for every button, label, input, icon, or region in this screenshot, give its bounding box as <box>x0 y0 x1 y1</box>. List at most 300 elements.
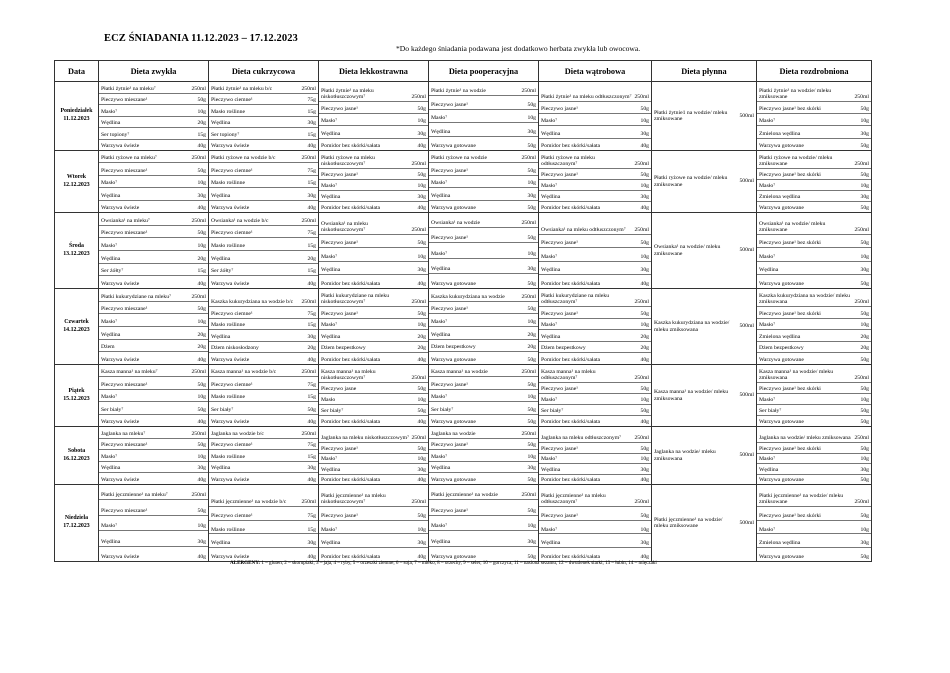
menu-item <box>209 238 318 251</box>
menu-item-name: Masło⁷ <box>759 322 776 329</box>
menu-item-quantity: 250ml <box>854 435 869 442</box>
menu-item-quantity: 30g <box>860 267 869 274</box>
menu-item-quantity: 50g <box>527 554 536 561</box>
menu-item-quantity: 10g <box>527 250 536 257</box>
menu-item-quantity: 20g <box>527 344 536 351</box>
menu-item <box>209 485 318 507</box>
menu-item-quantity: 75g <box>307 230 316 237</box>
menu-item-quantity: 50g <box>860 356 869 363</box>
menu-item-name: Jaglanka na wodzie <box>431 430 476 437</box>
menu-item <box>757 383 871 394</box>
diet-cell-postoperative <box>429 485 539 562</box>
day-date: 16.12.2023 <box>63 455 90 462</box>
menu-item-quantity: 20g <box>197 120 206 127</box>
menu-item-name: Masło⁷ <box>321 182 338 189</box>
menu-item-name: Ser topiony⁷ <box>211 131 240 138</box>
menu-item-name: Płatki kukurydziane na mleku⁷ <box>101 293 172 300</box>
menu-item-quantity: 15g <box>307 526 316 533</box>
menu-item <box>429 123 538 137</box>
menu-item-quantity: 50g <box>860 385 869 392</box>
menu-item-quantity: 250ml <box>301 499 316 505</box>
menu-item <box>209 377 318 389</box>
menu-item-quantity: 50g <box>417 512 426 519</box>
menu-item-name: Masło⁷ <box>101 523 118 530</box>
menu-item <box>757 169 871 180</box>
menu-item-name: Masło roślinne <box>211 394 245 401</box>
menu-item <box>539 521 651 535</box>
menu-item-quantity: 10g <box>417 118 426 125</box>
menu-item <box>319 353 428 364</box>
menu-item-quantity: 50g <box>417 171 426 178</box>
menu-item <box>319 475 428 484</box>
menu-item <box>539 416 651 426</box>
menu-item <box>209 402 318 414</box>
menu-item <box>429 82 538 96</box>
menu-item <box>99 547 208 561</box>
menu-item <box>757 307 871 319</box>
menu-item <box>99 251 208 264</box>
menu-item-name: Masło⁷ <box>759 396 776 403</box>
menu-item-quantity: 30g <box>527 538 536 545</box>
menu-item <box>539 534 651 548</box>
menu-item-name: Masło⁷ <box>431 523 448 530</box>
menu-item-name: Wędlina <box>321 540 341 547</box>
menu-item <box>319 307 428 319</box>
menu-item-quantity: 50g <box>860 419 869 426</box>
menu-item-name: Zmielona wędlina <box>759 333 801 340</box>
menu-item-name: Płatki ryżowe na wodzie <box>431 155 488 162</box>
menu-item <box>319 180 428 191</box>
menu-item-quantity: 50g <box>527 167 536 174</box>
menu-item-name: Masło⁷ <box>321 526 338 533</box>
menu-item-name: Pieczywo jasne¹ <box>431 381 468 388</box>
header-diet-light: Dieta lekkostrawna <box>319 61 429 82</box>
menu-item <box>539 383 651 394</box>
menu-item-quantity: 30g <box>307 333 316 340</box>
diet-cell-liver <box>539 151 652 213</box>
menu-item <box>539 151 651 169</box>
menu-item-name: Warzywa świeże <box>211 143 250 149</box>
menu-item <box>99 415 208 426</box>
menu-item <box>757 485 871 507</box>
menu-item-name: Wędlina <box>431 331 451 338</box>
menu-item-quantity: 10g <box>527 319 536 326</box>
menu-item-name: Pieczywo jasne¹ <box>541 310 578 317</box>
day-date: 12.12.2023 <box>63 181 90 188</box>
menu-item <box>539 139 651 150</box>
menu-item <box>99 531 208 546</box>
menu-item <box>539 180 651 191</box>
menu-item-quantity: 40g <box>197 554 206 561</box>
menu-item-name: Wędlina <box>211 192 231 199</box>
menu-item-quantity: 50g <box>197 381 206 388</box>
menu-item-name: Wędlina <box>101 255 121 262</box>
menu-item-name: Pieczywo jasne¹ <box>541 385 578 392</box>
menu-item-name: Masło⁷ <box>759 253 776 260</box>
menu-item-name: Masło⁷ <box>431 453 448 460</box>
menu-item <box>429 352 538 364</box>
menu-item-quantity: 40g <box>640 205 649 212</box>
menu-item-quantity: 30g <box>307 540 316 547</box>
menu-item-name: Warzywa gotowane <box>431 476 476 483</box>
menu-item <box>99 82 208 94</box>
header-diet-liquid: Dieta płynna <box>652 61 757 82</box>
menu-item-name: Pomidor bez skórki/sałata <box>541 205 601 212</box>
menu-item-name: Dżem bezpestkowy <box>431 344 476 351</box>
menu-item <box>319 262 428 276</box>
menu-item <box>209 450 318 462</box>
menu-item-quantity: 10g <box>860 396 869 403</box>
menu-item <box>209 307 318 319</box>
menu-item-quantity: 30g <box>197 538 206 545</box>
menu-item-quantity: 50g <box>640 310 649 317</box>
menu-item-name: Wędlina <box>541 193 561 200</box>
menu-item-name: Warzywa gotowane <box>431 205 476 212</box>
menu-item-name: Pomidor bez skórki/sałata <box>541 477 601 483</box>
menu-item <box>319 191 428 202</box>
diet-cell-light <box>319 289 429 365</box>
header-diet-postoperative: Dieta pooperacyjna <box>429 61 539 82</box>
menu-item-name: Wędlina <box>211 540 231 547</box>
menu-item <box>209 226 318 239</box>
menu-item-quantity: 250ml <box>301 369 316 376</box>
menu-item-name: Warzywa świeże <box>101 476 140 483</box>
menu-item <box>429 473 538 484</box>
menu-item <box>429 110 538 124</box>
menu-item-quantity: 30g <box>417 130 426 137</box>
menu-item-quantity: 50g <box>640 105 649 112</box>
menu-item-quantity: 250ml <box>634 435 649 442</box>
diet-cell-light <box>319 485 429 562</box>
day-row <box>55 485 872 562</box>
diet-cell-postoperative <box>429 289 539 365</box>
menu-item-quantity: 75g <box>307 167 316 174</box>
menu-item-quantity: 10g <box>527 523 536 530</box>
header-diet-diabetic: Dieta cukrzycowa <box>209 61 319 82</box>
menu-item-name: Pieczywo jasne¹ bez skórki <box>759 105 821 112</box>
menu-item <box>539 82 651 102</box>
menu-item-name: Masło⁷ <box>431 115 448 122</box>
menu-table <box>54 60 872 562</box>
menu-item <box>209 473 318 484</box>
menu-item <box>652 485 756 561</box>
menu-item-quantity: 250ml <box>521 293 536 300</box>
menu-item-name: Płatki ryżowe na mleku⁷ <box>101 155 157 162</box>
menu-item <box>209 201 318 212</box>
menu-item <box>319 443 428 453</box>
menu-item-name: Kasza manna¹ na wodzie/ mleku zmiksowana <box>759 368 834 381</box>
menu-item-name: Masło⁷ <box>431 180 448 187</box>
day-name: Środa <box>69 242 84 249</box>
menu-item-quantity: 40g <box>197 476 206 483</box>
menu-item-name: Owsianka¹ na mleku odtłuszczonym⁷ <box>541 226 626 233</box>
menu-item-name: Pieczywo jasne¹ <box>541 105 578 112</box>
menu-item-quantity: 10g <box>417 253 426 260</box>
menu-item <box>429 188 538 200</box>
menu-item-name: Płatki żytnie¹ na wodzie/ mleku zmiksowane <box>759 87 832 100</box>
menu-item-name: Pieczywo jasne¹ <box>431 442 468 449</box>
menu-item-name: Kasza manna¹ na mleku odtłuszczonym⁷ <box>541 368 596 381</box>
menu-item <box>99 226 208 239</box>
menu-item-name: Wędlina <box>431 265 451 272</box>
menu-item-name: Wędlina <box>321 333 341 340</box>
menu-item-name: Płatki żytnie¹ na mleku odtłuszczonym⁷ <box>541 93 632 100</box>
menu-item <box>319 521 428 535</box>
menu-item-quantity: 10g <box>860 526 869 533</box>
menu-item <box>209 176 318 188</box>
menu-item-quantity: 50g <box>417 240 426 247</box>
menu-item-name: Masło⁷ <box>101 319 118 326</box>
menu-item-quantity: 15g <box>307 108 316 115</box>
diet-cell-liver <box>539 82 652 151</box>
menu-item-quantity: 250ml <box>521 492 536 499</box>
menu-item-quantity: 250ml <box>521 369 536 376</box>
menu-item <box>429 228 538 243</box>
menu-item-name: Warzywa świeże <box>101 205 140 212</box>
menu-item <box>99 450 208 462</box>
menu-item-name: Pieczywo mieszane¹ <box>101 230 148 237</box>
diet-cell-regular <box>99 213 209 289</box>
menu-item-quantity: 50g <box>860 240 869 247</box>
menu-item <box>99 402 208 414</box>
menu-item-quantity: 50g <box>197 406 206 413</box>
day-date: 14.12.2023 <box>63 326 90 333</box>
menu-item-name: Jaglanka na mleku⁷ <box>101 430 146 437</box>
menu-item-name: Pomidor bez skórki/sałata <box>321 554 381 560</box>
menu-item <box>757 202 871 212</box>
menu-item-quantity: 30g <box>640 540 649 547</box>
menu-item <box>319 102 428 114</box>
menu-item <box>429 243 538 258</box>
menu-item-name: Wędlina <box>759 267 779 274</box>
menu-item-name: Warzywa gotowane <box>759 281 804 287</box>
menu-item-quantity: 50g <box>640 407 649 414</box>
menu-item-quantity: 50g <box>860 205 869 212</box>
menu-item-name: Warzywa świeże <box>211 554 250 560</box>
menu-item-quantity: 30g <box>640 466 649 473</box>
diet-cell-liquid <box>652 213 757 289</box>
menu-item-name: Masło <box>321 396 336 403</box>
menu-item <box>539 353 651 364</box>
menu-item-quantity: 40g <box>417 356 426 363</box>
menu-item-quantity: 500ml <box>739 178 754 185</box>
menu-item-quantity: 30g <box>640 267 649 274</box>
menu-item <box>209 353 318 364</box>
menu-item <box>757 464 871 474</box>
menu-item <box>209 439 318 451</box>
menu-item-name: Masło⁷ <box>541 456 558 463</box>
menu-item-name: Pomidor bez skórki/sałata <box>541 281 601 287</box>
menu-item-quantity: 30g <box>527 129 536 136</box>
menu-item-name: Dżem bezpestkowy <box>759 345 804 352</box>
menu-item-quantity: 20g <box>860 345 869 352</box>
menu-item <box>757 475 871 484</box>
menu-item <box>757 102 871 114</box>
menu-item-quantity: 50g <box>640 385 649 392</box>
menu-item-name: Wędlina <box>759 466 779 473</box>
menu-item <box>319 394 428 405</box>
allergens-footer <box>230 560 657 566</box>
header-date: Data <box>55 61 99 82</box>
menu-item-name: Owsianka¹ na mleku niskotłuszczowym⁷ <box>321 220 368 233</box>
menu-item-name: Masło⁷ <box>759 118 776 125</box>
menu-item-name: Wędlina <box>101 538 121 545</box>
menu-item-name: Warzywa gotowane <box>759 356 804 363</box>
menu-item-quantity: 500ml <box>739 519 754 526</box>
diet-cell-regular <box>99 82 209 151</box>
menu-item <box>539 262 651 276</box>
menu-item-quantity: 50g <box>860 407 869 414</box>
menu-item-quantity: 75g <box>307 381 316 388</box>
menu-item <box>429 314 538 327</box>
menu-item <box>757 330 871 342</box>
menu-item-name: Masło roślinne <box>211 180 245 187</box>
menu-item-quantity: 40g <box>197 205 206 212</box>
menu-item <box>429 151 538 163</box>
diet-cell-minced <box>757 151 872 213</box>
menu-item-quantity: 15g <box>197 131 206 138</box>
menu-item-quantity: 50g <box>417 407 426 414</box>
menu-item-name: Ser biały⁷ <box>211 406 234 413</box>
menu-item <box>209 330 318 342</box>
menu-item <box>319 454 428 464</box>
menu-item-quantity: 250ml <box>301 85 316 92</box>
menu-item <box>99 462 208 474</box>
menu-item-name: Masło⁷ <box>541 182 558 189</box>
day-row <box>55 82 872 151</box>
menu-item-quantity: 15g <box>307 243 316 250</box>
diet-cell-diabetic <box>209 485 319 562</box>
menu-item <box>319 169 428 180</box>
menu-item <box>539 405 651 416</box>
menu-item-name: Masło⁷ <box>101 108 118 115</box>
menu-item-name: Warzywa gotowane <box>759 477 804 483</box>
menu-item-quantity: 40g <box>640 554 649 560</box>
menu-item <box>429 415 538 426</box>
menu-item-name: Pieczywo jasne¹ <box>321 240 358 247</box>
menu-item <box>429 327 538 340</box>
menu-item-quantity: 50g <box>640 240 649 247</box>
menu-item <box>209 319 318 331</box>
menu-item-quantity: 50g <box>197 507 206 514</box>
menu-item-name: Masło⁷ <box>321 253 338 260</box>
day-date-cell <box>55 151 99 213</box>
menu-item <box>539 507 651 521</box>
menu-item-name: Warzywa świeże <box>211 205 250 212</box>
menu-item-quantity: 30g <box>527 465 536 472</box>
menu-item-name: Warzywa gotowane <box>431 357 476 364</box>
day-date-cell <box>55 82 99 151</box>
menu-item-quantity: 15g <box>307 268 316 275</box>
menu-item-name: Pieczywo jasne¹ <box>321 445 358 452</box>
menu-item <box>319 139 428 150</box>
menu-item-name: Kasza manna¹ na wodzie b/c <box>211 369 277 376</box>
menu-item <box>209 163 318 175</box>
menu-item-name: Wędlina <box>321 466 341 473</box>
menu-item-quantity: 40g <box>197 281 206 288</box>
diet-cell-regular <box>99 289 209 365</box>
menu-item-name: Kasza manna¹ na wodzie <box>431 369 488 376</box>
menu-item-quantity: 50g <box>860 281 869 288</box>
menu-item <box>209 462 318 474</box>
menu-item-name: Warzywa świeże <box>101 281 140 288</box>
menu-item <box>319 464 428 474</box>
menu-item-quantity: 30g <box>860 130 869 137</box>
menu-item <box>539 330 651 342</box>
menu-item <box>99 140 208 151</box>
menu-item-name: Wędlina <box>101 120 121 126</box>
menu-item-name: Wędlina <box>321 130 341 137</box>
menu-item-quantity: 40g <box>640 281 649 288</box>
diet-cell-liver <box>539 213 652 289</box>
menu-item-quantity: 10g <box>527 180 536 187</box>
menu-item-quantity: 75g <box>307 442 316 449</box>
day-name: Piątek <box>68 387 85 394</box>
menu-item-name: Płatki żytnie¹ na mleku b/c <box>211 85 273 92</box>
menu-item-name: Pomidor bez skórki/sałata <box>321 356 381 363</box>
menu-item-name: Masło⁷ <box>321 456 338 463</box>
menu-item-quantity: 250ml <box>191 217 206 224</box>
menu-item-name: Warzywa świeże <box>101 554 140 561</box>
diet-cell-regular <box>99 151 209 213</box>
menu-item <box>539 319 651 331</box>
menu-item-name: Pomidor bez skórki/sałata <box>321 142 381 149</box>
header-diet-minced: Dieta rozdrobniona <box>757 61 872 82</box>
day-row <box>55 289 872 365</box>
menu-item-name: Ser biały⁷ <box>541 407 564 414</box>
menu-item-quantity: 50g <box>197 442 206 449</box>
menu-item-name: Pieczywo jasne¹ <box>541 171 578 178</box>
menu-item <box>209 507 318 521</box>
menu-item-name: Masło⁷ <box>101 180 118 187</box>
menu-item <box>539 394 651 405</box>
menu-item-name: Pieczywo mieszane¹ <box>101 97 148 103</box>
menu-item <box>99 327 208 340</box>
menu-item-name: Pieczywo jasne¹ <box>431 306 468 313</box>
menu-item-quantity: 10g <box>640 322 649 329</box>
menu-item-name: Wędlina <box>211 465 231 472</box>
menu-item-quantity: 10g <box>860 118 869 125</box>
menu-item-name: Warzywa gotowane <box>431 281 476 288</box>
diet-cell-light <box>319 213 429 289</box>
menu-item-name: Wędlina <box>431 538 451 545</box>
table-header-row <box>55 61 872 82</box>
menu-item-quantity: 50g <box>527 381 536 388</box>
menu-item-quantity: 50g <box>417 105 426 112</box>
menu-item <box>429 201 538 212</box>
menu-item <box>757 114 871 126</box>
menu-item-quantity: 75g <box>307 97 316 104</box>
menu-item-name: Płatki kukurydziane na mleku niskotłuszczowym⁷ <box>321 293 390 306</box>
menu-item <box>429 274 538 288</box>
menu-item <box>429 340 538 353</box>
menu-item-name: Kaszka kukurydziana na wodzie <box>431 293 505 300</box>
menu-item-name: Jaglanka na wodzie b/c <box>211 430 264 437</box>
menu-item-name: Warzywa świeże <box>211 476 250 483</box>
menu-item-quantity: 50g <box>527 205 536 212</box>
menu-item-quantity: 250ml <box>521 220 536 227</box>
menu-item-quantity: 250ml <box>191 85 206 92</box>
menu-item-quantity: 20g <box>417 333 426 340</box>
menu-item-quantity: 10g <box>860 456 869 463</box>
menu-item <box>319 485 428 507</box>
menu-item-name: Pieczywo jasne¹ bez skórki <box>759 240 821 247</box>
menu-item <box>539 169 651 180</box>
menu-item-quantity: 250ml <box>854 93 869 100</box>
menu-item-quantity: 30g <box>527 192 536 199</box>
menu-item-name: Kasza manna¹ na mleku niskotłuszczowym⁷ <box>321 368 376 381</box>
menu-item-quantity: 30g <box>860 466 869 473</box>
